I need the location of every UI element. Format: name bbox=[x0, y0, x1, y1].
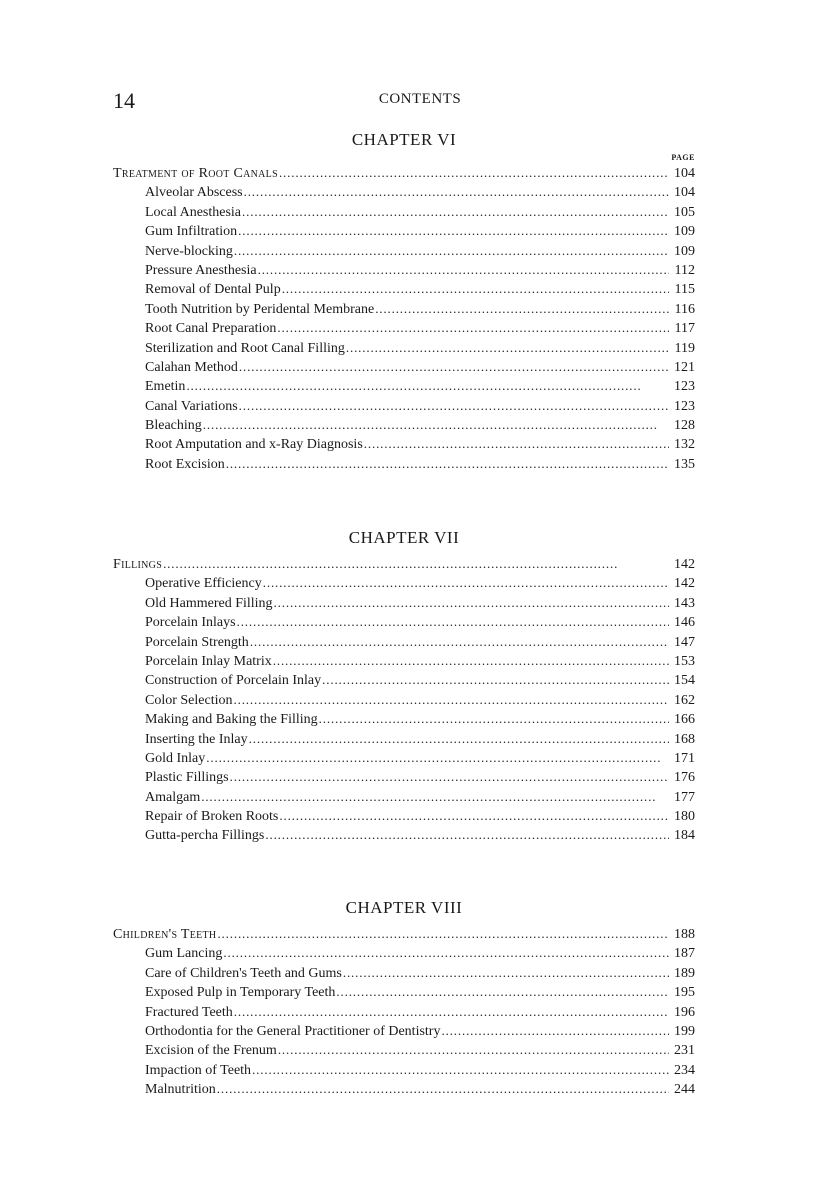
dot-leader bbox=[241, 202, 669, 221]
toc-entry-page: 189 bbox=[674, 965, 695, 981]
running-head: CONTENTS bbox=[378, 91, 462, 107]
dot-leader bbox=[440, 1021, 669, 1040]
toc-entry-page: 121 bbox=[674, 359, 695, 375]
toc-entry-page: 123 bbox=[674, 379, 695, 395]
toc-entry-title: Alveolar Abscess bbox=[145, 185, 243, 201]
toc-entry-title: Pressure Anesthesia bbox=[145, 262, 257, 278]
toc-entry bbox=[113, 806, 695, 825]
dot-leader bbox=[262, 573, 669, 592]
toc-entry-title: Color Selection bbox=[145, 692, 233, 708]
chapter-viii bbox=[113, 896, 695, 1099]
toc-entry-title: Old Hammered Filling bbox=[145, 595, 273, 611]
toc-entry-page: 135 bbox=[674, 456, 695, 472]
dot-leader bbox=[233, 690, 670, 709]
toc-entry-title: Tooth Nutrition by Peridental Membrane bbox=[145, 301, 375, 317]
toc-entry-page: 231 bbox=[674, 1043, 695, 1059]
toc-entry-page: 153 bbox=[674, 653, 695, 669]
toc-entry bbox=[113, 454, 695, 473]
toc-entry-page: 171 bbox=[674, 750, 695, 766]
toc-entry bbox=[113, 415, 695, 434]
toc-entry bbox=[113, 573, 695, 592]
toc-entry-page: 115 bbox=[674, 282, 695, 298]
toc-entry bbox=[113, 182, 695, 201]
toc-entry-title: Gold Inlay bbox=[145, 750, 206, 766]
toc-entry bbox=[113, 1079, 695, 1098]
dot-leader bbox=[216, 1079, 669, 1098]
dot-leader bbox=[222, 943, 669, 962]
toc-entry bbox=[113, 318, 695, 337]
toc-entry-title: Gutta-percha Fillings bbox=[145, 828, 265, 844]
toc-entry bbox=[113, 924, 695, 943]
toc-entry-page: 244 bbox=[674, 1082, 695, 1098]
toc-entry-page: 116 bbox=[674, 301, 695, 317]
toc-entry-title: Malnutrition bbox=[145, 1082, 216, 1098]
toc-entry bbox=[113, 651, 695, 670]
toc-entry-title: Operative Efficiency bbox=[145, 576, 262, 592]
dot-leader bbox=[273, 593, 669, 612]
toc-entry bbox=[113, 963, 695, 982]
toc-entry bbox=[113, 279, 695, 298]
toc-entry-title: Exposed Pulp in Temporary Teeth bbox=[145, 985, 336, 1001]
toc-entry bbox=[113, 299, 695, 318]
dot-leader bbox=[251, 1060, 669, 1079]
toc-entry-title: Gum Lancing bbox=[145, 946, 223, 962]
dot-leader bbox=[363, 434, 669, 453]
toc-entry bbox=[113, 221, 695, 240]
dot-leader bbox=[276, 318, 669, 337]
chapter-vii bbox=[113, 526, 695, 845]
dot-leader bbox=[238, 357, 669, 376]
toc-entry-title: Porcelain Inlays bbox=[145, 615, 236, 631]
page-number: 14 bbox=[113, 88, 135, 113]
dot-leader bbox=[278, 806, 669, 825]
toc-entry bbox=[113, 709, 695, 728]
toc-entry-page: 196 bbox=[674, 1004, 695, 1020]
toc-entry-page: 142 bbox=[674, 576, 695, 592]
toc-entry-title: Bleaching bbox=[145, 418, 202, 434]
dot-leader bbox=[202, 415, 669, 434]
toc-entry-page: 188 bbox=[674, 927, 695, 942]
toc-entry bbox=[113, 1021, 695, 1040]
dot-leader bbox=[277, 1040, 669, 1059]
toc-entry-title: Fillings bbox=[113, 557, 163, 572]
toc-entry-page: 184 bbox=[674, 828, 695, 844]
toc-entry-title: Repair of Broken Roots bbox=[145, 809, 279, 825]
toc-entry-page: 147 bbox=[674, 634, 695, 650]
toc-entry bbox=[113, 1040, 695, 1059]
dot-leader bbox=[185, 376, 669, 395]
toc-entry bbox=[113, 241, 695, 260]
dot-leader bbox=[249, 632, 669, 651]
dot-leader bbox=[345, 338, 669, 357]
toc-entry bbox=[113, 787, 695, 806]
toc-entry-page: 162 bbox=[674, 692, 695, 708]
toc-entry-page: 177 bbox=[674, 789, 695, 805]
toc-entry-page: 132 bbox=[674, 437, 695, 453]
toc-entry-title: Construction of Porcelain Inlay bbox=[145, 673, 322, 689]
toc-entry bbox=[113, 396, 695, 415]
toc-entry-page: 166 bbox=[674, 712, 695, 728]
dot-leader bbox=[335, 982, 669, 1001]
dot-leader bbox=[200, 787, 669, 806]
toc-entry-title: Children's Teeth bbox=[113, 927, 217, 942]
toc-entry bbox=[113, 729, 695, 748]
page-column-label: PAGE bbox=[671, 153, 695, 162]
toc-entries bbox=[113, 554, 695, 845]
chapter-title: CHAPTER VI bbox=[351, 130, 457, 149]
toc-entry-title: Porcelain Strength bbox=[145, 634, 249, 650]
toc-entry-title: Sterilization and Root Canal Filling bbox=[145, 340, 345, 356]
dot-leader bbox=[216, 924, 669, 943]
toc-entry bbox=[113, 825, 695, 844]
toc-entry bbox=[113, 690, 695, 709]
toc-entry bbox=[113, 1060, 695, 1079]
toc-entry bbox=[113, 593, 695, 612]
dot-leader bbox=[272, 651, 669, 670]
toc-entry-title: Inserting the Inlay bbox=[145, 731, 248, 747]
toc-entry-title: Plastic Fillings bbox=[145, 770, 229, 786]
dot-leader bbox=[318, 709, 669, 728]
toc-entry-title: Fractured Teeth bbox=[145, 1004, 233, 1020]
toc-entry-page: 109 bbox=[674, 243, 695, 259]
toc-entry-page: 234 bbox=[674, 1062, 695, 1078]
toc-entry bbox=[113, 612, 695, 631]
dot-leader bbox=[248, 729, 669, 748]
toc-entry bbox=[113, 767, 695, 786]
toc-entry bbox=[113, 260, 695, 279]
toc-entry bbox=[113, 163, 695, 182]
toc-entry-page: 104 bbox=[674, 185, 695, 201]
toc-entry-title: Nerve-blocking bbox=[145, 243, 233, 259]
toc-entry-title: Making and Baking the Filling bbox=[145, 712, 318, 728]
toc-entry-title: Local Anesthesia bbox=[145, 204, 242, 220]
toc-entry-page: 176 bbox=[674, 770, 695, 786]
toc-entry-page: 123 bbox=[674, 398, 695, 414]
toc-entry-title: Canal Variations bbox=[145, 398, 238, 414]
toc-entry bbox=[113, 434, 695, 453]
toc-entry-title: Care of Children's Teeth and Gums bbox=[145, 965, 342, 981]
chapter-title: CHAPTER VIII bbox=[345, 898, 463, 917]
toc-entry-title: Calahan Method bbox=[145, 359, 238, 375]
toc-entry-title: Root Amputation and x-Ray Diagnosis bbox=[145, 437, 363, 453]
toc-entry bbox=[113, 1002, 695, 1021]
toc-entry-title: Emetin bbox=[145, 379, 186, 395]
dot-leader bbox=[162, 554, 669, 573]
chapter-title: CHAPTER VII bbox=[348, 528, 460, 547]
toc-entry bbox=[113, 202, 695, 221]
dot-leader bbox=[342, 963, 669, 982]
dot-leader bbox=[237, 221, 669, 240]
toc-entries bbox=[113, 163, 695, 473]
dot-leader bbox=[238, 396, 669, 415]
toc-entry-page: 109 bbox=[674, 224, 695, 240]
chapter-vi bbox=[113, 128, 695, 473]
toc-entry-page: 112 bbox=[674, 262, 695, 278]
toc-entry-title: Removal of Dental Pulp bbox=[145, 282, 281, 298]
toc-entry bbox=[113, 376, 695, 395]
dot-leader bbox=[205, 748, 669, 767]
toc-entry-page: 187 bbox=[674, 946, 695, 962]
toc-entry bbox=[113, 748, 695, 767]
toc-entry-title: Amalgam bbox=[145, 789, 201, 805]
dot-leader bbox=[225, 454, 669, 473]
toc-entry-title: Impaction of Teeth bbox=[145, 1062, 252, 1078]
dot-leader bbox=[257, 260, 669, 279]
toc-entry bbox=[113, 943, 695, 962]
toc-entry-page: 195 bbox=[674, 985, 695, 1001]
toc-entry-title: Root Canal Preparation bbox=[145, 321, 277, 337]
toc-entry-title: Porcelain Inlay Matrix bbox=[145, 653, 272, 669]
toc-entry-page: 143 bbox=[674, 595, 695, 611]
toc-entry-page: 105 bbox=[674, 204, 695, 220]
dot-leader bbox=[236, 612, 669, 631]
toc-entry bbox=[113, 554, 695, 573]
toc-entry-page: 146 bbox=[674, 615, 695, 631]
dot-leader bbox=[321, 670, 669, 689]
toc-entry-title: Treatment of Root Canals bbox=[113, 166, 278, 181]
dot-leader bbox=[243, 182, 669, 201]
toc-entry bbox=[113, 982, 695, 1001]
toc-entry-title: Excision of the Frenum bbox=[145, 1043, 277, 1059]
toc-entry-page: 128 bbox=[674, 418, 695, 434]
toc-entry-page: 117 bbox=[674, 321, 695, 337]
toc-entry bbox=[113, 670, 695, 689]
toc-entry bbox=[113, 338, 695, 357]
toc-entry-page: 168 bbox=[674, 731, 695, 747]
toc-entry-title: Orthodontia for the General Practitioner of Dentistry bbox=[145, 1023, 441, 1039]
dot-leader bbox=[278, 163, 669, 182]
toc-entry-page: 119 bbox=[674, 340, 695, 356]
toc-entry-page: 142 bbox=[674, 557, 695, 572]
dot-leader bbox=[233, 241, 669, 260]
toc-entry-title: Gum Infiltration bbox=[145, 224, 238, 240]
toc-entries bbox=[113, 924, 695, 1099]
toc-entry-page: 180 bbox=[674, 809, 695, 825]
toc-entry-page: 199 bbox=[674, 1023, 695, 1039]
dot-leader bbox=[233, 1002, 669, 1021]
toc-entry bbox=[113, 357, 695, 376]
toc-entry-title: Root Excision bbox=[145, 456, 225, 472]
toc-entry-page: 154 bbox=[674, 673, 695, 689]
dot-leader bbox=[374, 299, 669, 318]
dot-leader bbox=[281, 279, 669, 298]
dot-leader bbox=[229, 767, 669, 786]
toc-entry bbox=[113, 632, 695, 651]
dot-leader bbox=[264, 825, 669, 844]
toc-entry-page: 104 bbox=[674, 166, 695, 181]
